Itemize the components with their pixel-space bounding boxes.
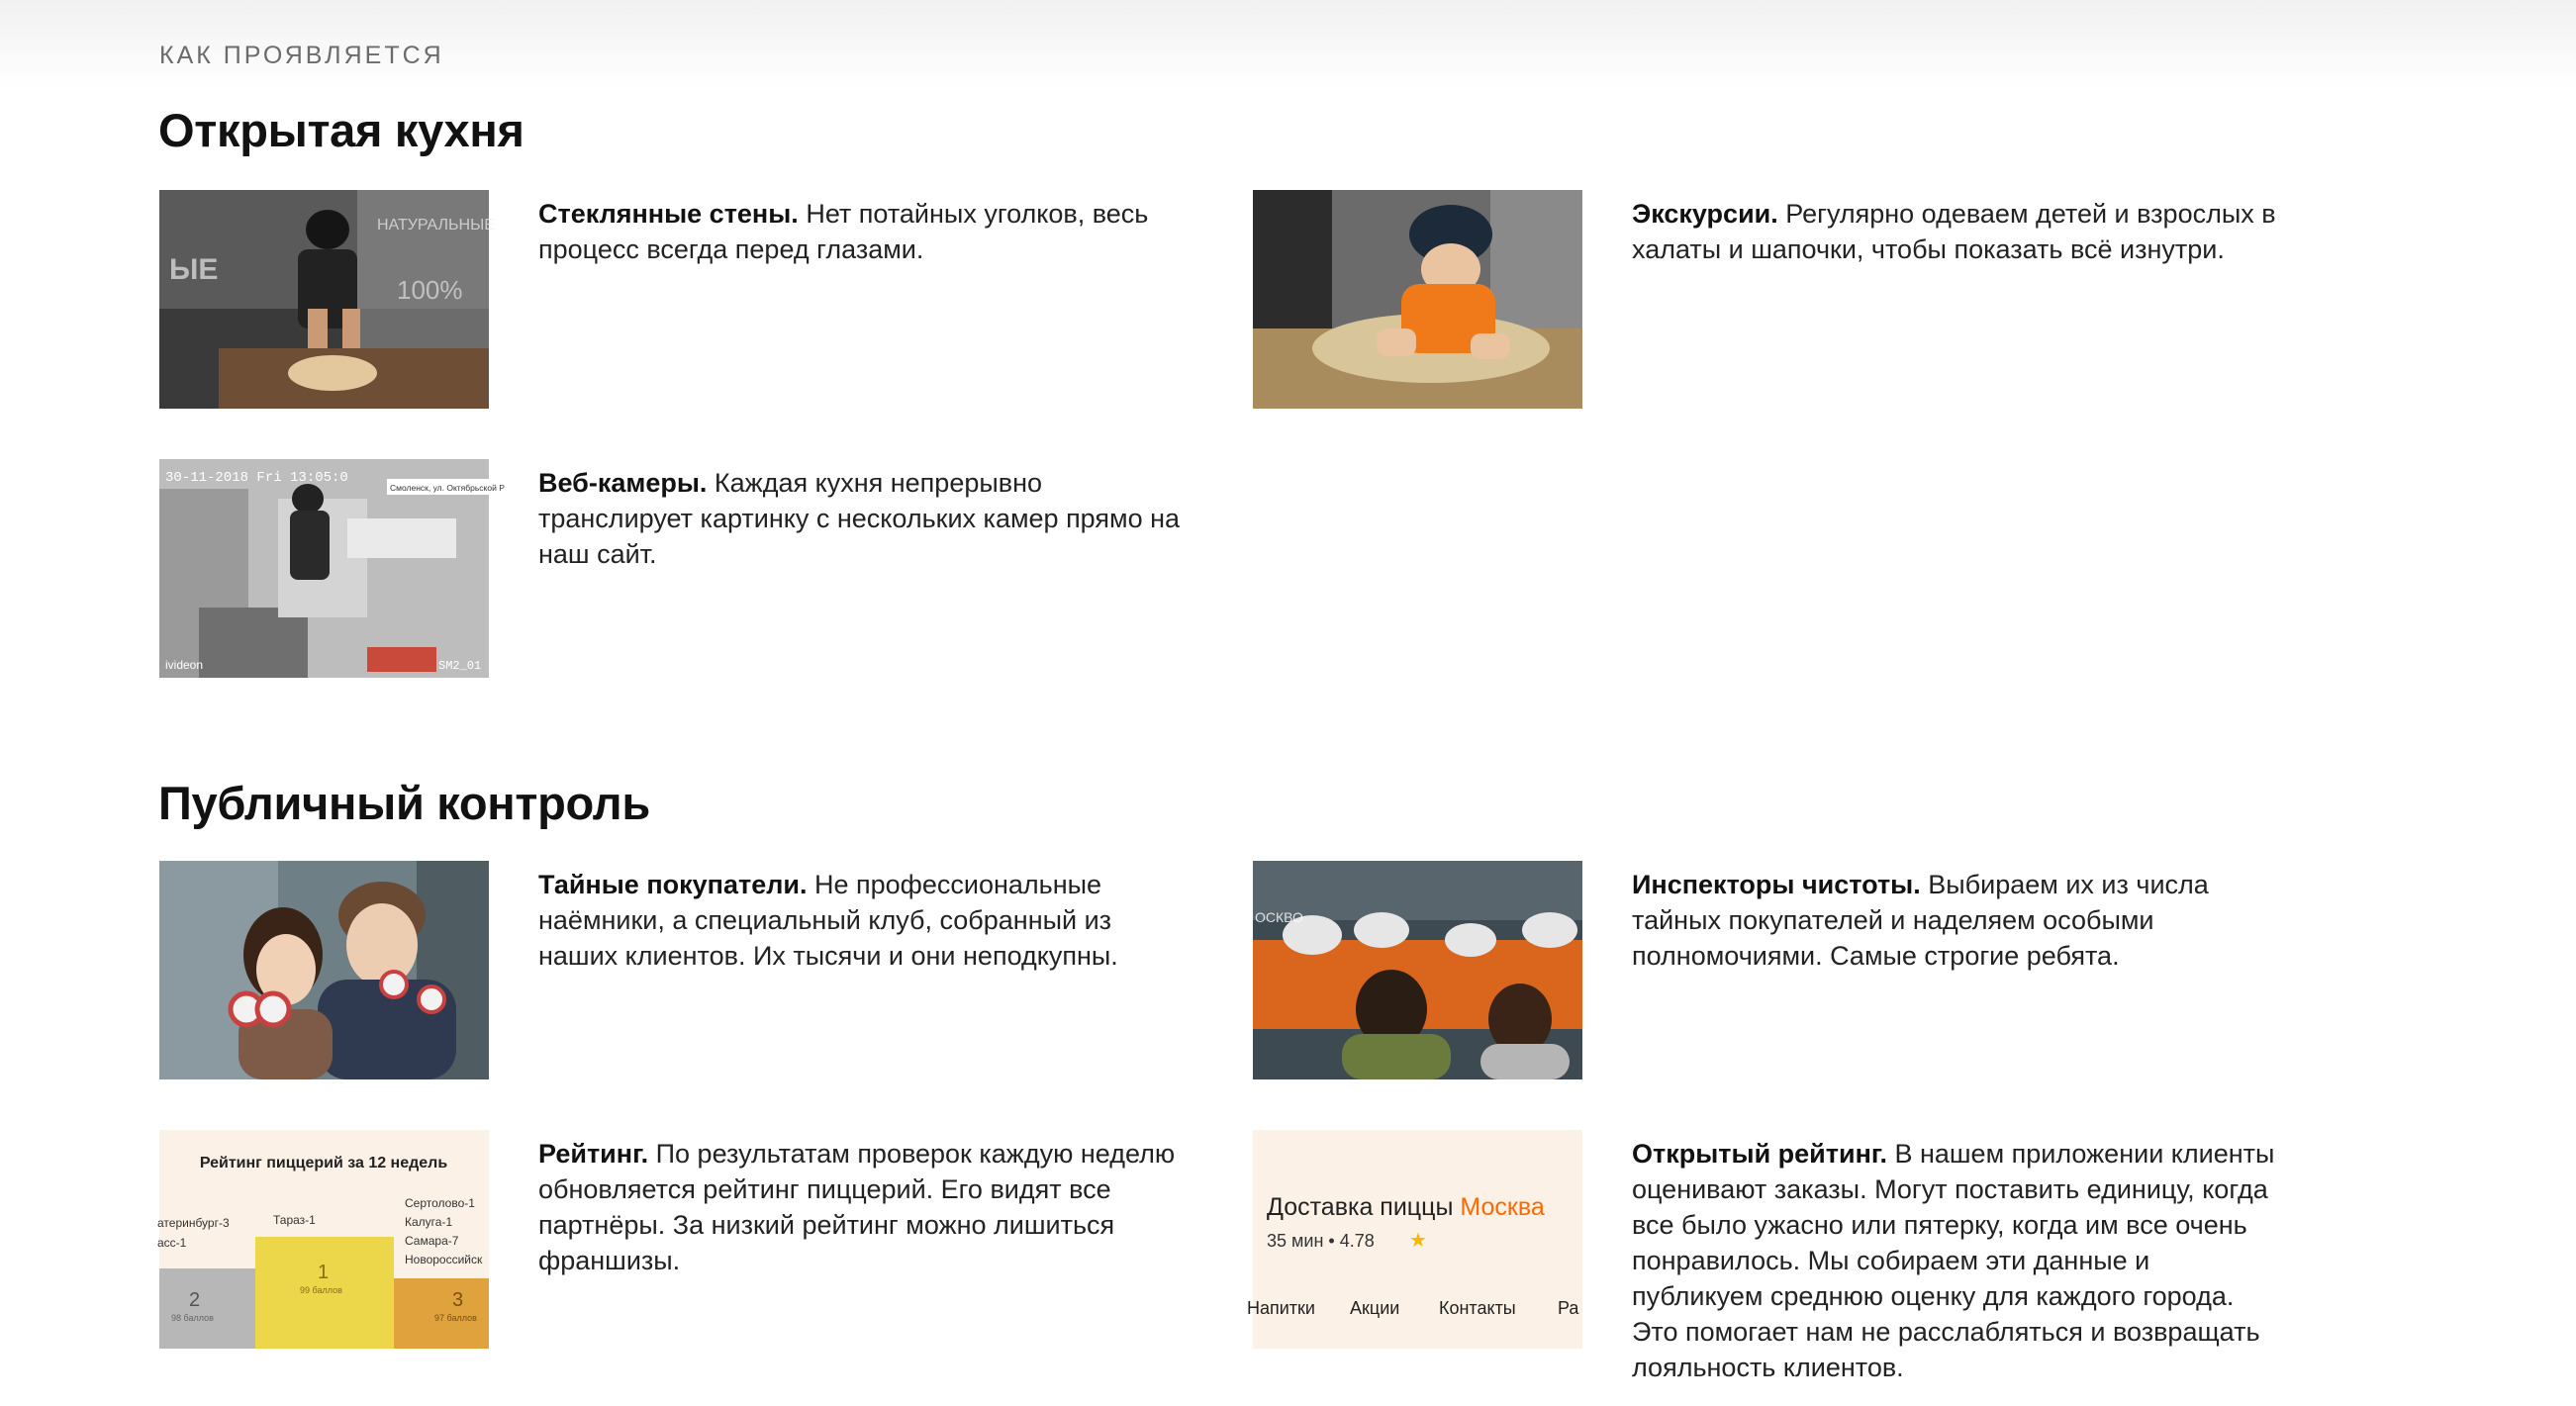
rating-mid-label: Тараз-1 bbox=[273, 1213, 316, 1227]
rating-left-label-2: асс-1 bbox=[157, 1236, 187, 1250]
rating-bar-second bbox=[159, 1268, 255, 1349]
app-title-city: Москва bbox=[1460, 1193, 1545, 1221]
webcam-location: Смоленск, ул. Октябрьской Р bbox=[390, 483, 505, 493]
star-icon: ★ bbox=[1409, 1230, 1427, 1252]
rating-rank-third: 3 bbox=[452, 1289, 464, 1311]
feature-desc-glass-walls: Нет потайных уголков, весь процесс всегда перед глазами. bbox=[538, 199, 1149, 264]
photo-inspectors bbox=[1253, 861, 1582, 1079]
app-nav-promos: Акции bbox=[1350, 1298, 1400, 1318]
feature-text-rating bbox=[538, 1136, 1187, 1278]
rating-right-label-4: Новороссийск bbox=[405, 1253, 483, 1266]
feature-title-secret-shoppers: Тайные покупатели. bbox=[538, 870, 808, 899]
rating-rank-second: 2 bbox=[189, 1289, 201, 1311]
feature-text-glass-walls bbox=[538, 196, 1187, 267]
svg-text:100%: 100% bbox=[397, 275, 463, 305]
rating-right-label-2: Калуга-1 bbox=[405, 1215, 453, 1229]
rating-left-label-1: атеринбург-3 bbox=[157, 1216, 230, 1230]
feature-text-open-rating bbox=[1632, 1136, 2280, 1385]
rating-points-second: 98 баллов bbox=[171, 1313, 214, 1323]
image-rating-podium bbox=[159, 1130, 489, 1349]
feature-card-excursions bbox=[1253, 190, 2276, 418]
feature-title-rating: Рейтинг. bbox=[538, 1139, 649, 1169]
photo-excursions bbox=[1253, 190, 1582, 409]
app-title-prefix: Доставка пиццы bbox=[1267, 1193, 1454, 1221]
feature-text-webcams bbox=[538, 465, 1187, 572]
rating-points-first: 99 баллов bbox=[300, 1285, 342, 1295]
rating-points-third: 97 баллов bbox=[434, 1313, 477, 1323]
feature-title-glass-walls: Стеклянные стены. bbox=[538, 199, 799, 229]
app-nav-contacts: Контакты bbox=[1439, 1298, 1516, 1318]
feature-desc-webcams: Каждая кухня непрерывно транслирует картинку с нескольких камер прямо на наш сайт. bbox=[538, 468, 1181, 569]
feature-text-excursions bbox=[1632, 196, 2280, 267]
app-nav-drinks: Напитки bbox=[1247, 1298, 1315, 1318]
section-title-public-control: Публичный контроль bbox=[158, 777, 650, 829]
feature-card-open-rating bbox=[1247, 1130, 2275, 1387]
photo-secret-shoppers bbox=[159, 861, 489, 1079]
webcam-camera-id: SM2_01 bbox=[438, 659, 482, 673]
svg-text:Доставка пиццы Москва bbox=[1267, 1193, 1545, 1221]
feature-desc-open-rating: В нашем приложении клиенты оценивают заказы. Могут поставить единицу, когда все было ужасно или пятерку, когда им все очень понравилось. Мы собираем эти данные и публикуем среднюю оценку для каждого города. Это помогает нам не расслабляться и возвращать лояльность клиентов. bbox=[1632, 1139, 2275, 1382]
feature-text-inspectors bbox=[1632, 867, 2280, 974]
section-title-open-kitchen: Открытая кухня bbox=[158, 104, 525, 156]
eyebrow-label: КАК ПРОЯВЛЯЕТСЯ bbox=[159, 42, 444, 69]
webcam-brand: ivideon bbox=[165, 658, 204, 672]
feature-title-open-rating: Открытый рейтинг. bbox=[1632, 1139, 1887, 1169]
feature-title-excursions: Экскурсии. bbox=[1632, 199, 1778, 229]
rating-right-label-3: Самара-7 bbox=[405, 1234, 459, 1248]
feature-text-secret-shoppers bbox=[538, 867, 1187, 974]
feature-card-inspectors bbox=[1253, 861, 2272, 1088]
feature-desc-excursions: Регулярно одеваем детей и взрослых в халаты и шапочки, чтобы показать всё изнутри. bbox=[1632, 199, 2276, 264]
svg-text:НАТУРАЛЬНЫЕ: НАТУРАЛЬНЫЕ bbox=[377, 217, 495, 234]
feature-title-inspectors: Инспекторы чистоты. bbox=[1632, 870, 1921, 899]
rating-chart-title: Рейтинг пиццерий за 12 недель bbox=[199, 1155, 448, 1172]
feature-desc-inspectors: Выбираем их из числа тайных покупателей и наделяем особыми полномочиями. Самые строгие ребята. bbox=[1632, 870, 2209, 971]
image-app-screenshot bbox=[1247, 1130, 1582, 1349]
feature-card-rating bbox=[159, 1130, 1179, 1358]
svg-text:ОСКВО: ОСКВО bbox=[1255, 909, 1303, 925]
app-nav-more: Ра bbox=[1558, 1298, 1579, 1318]
rating-rank-first: 1 bbox=[318, 1262, 330, 1283]
photo-webcam-feed bbox=[159, 459, 505, 678]
feature-desc-rating: По результатам проверок каждую неделю обновляется рейтинг пиццерий. Его видят все партнёры. За низкий рейтинг можно лишиться франшизы. bbox=[538, 1139, 1176, 1275]
svg-text:ЫЕ: ЫЕ bbox=[169, 253, 219, 286]
photo-glass-walls bbox=[159, 190, 495, 409]
app-meta: 35 мин • 4.78 bbox=[1267, 1231, 1375, 1251]
feature-card-webcams bbox=[159, 459, 1179, 687]
feature-card-glass-walls bbox=[159, 190, 1179, 418]
feature-card-secret-shoppers bbox=[159, 861, 1179, 1088]
webcam-timestamp: 30-11-2018 Fri 13:05:0 bbox=[165, 470, 348, 486]
rating-right-label-1: Сертолово-1 bbox=[405, 1196, 475, 1210]
feature-title-webcams: Веб-камеры. bbox=[538, 468, 708, 498]
feature-desc-secret-shoppers: Не профессиональные наёмники, а специальный клуб, собранный из наших клиентов. Их тысячи и они неподкупны. bbox=[538, 870, 1118, 971]
